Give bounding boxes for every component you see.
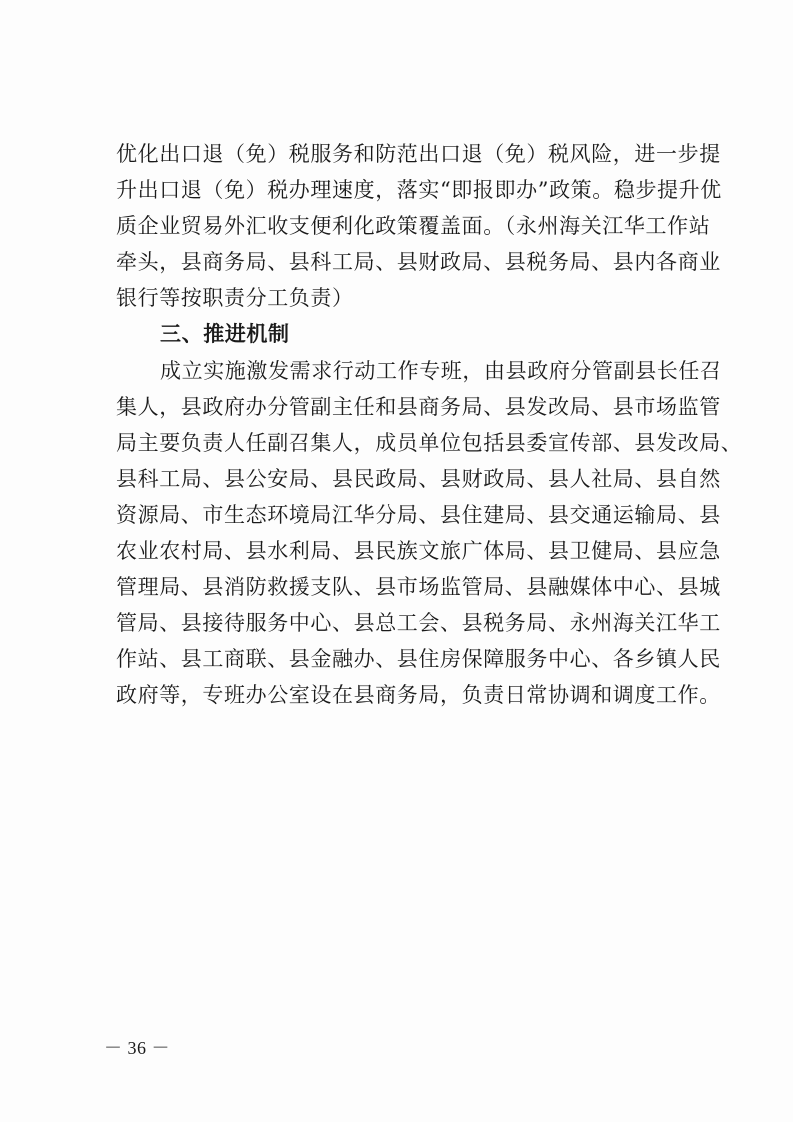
paragraph-line: 质企业贸易外汇收支便利化政策覆盖面。（永州海关江华工作站	[116, 214, 711, 238]
paragraph-line: 成立实施激发需求行动工作专班，由县政府分管副县长任召	[160, 359, 722, 383]
paragraph-line: 优化出口退（免）税服务和防范出口退（免）税风险，进一步提	[116, 142, 721, 166]
paragraph-line: 县科工局、县公安局、县民政局、县财政局、县人社局、县自然	[116, 467, 721, 491]
paragraph-line: 作站、县工商联、县金融办、县住房保障服务中心、各乡镇人民	[116, 647, 721, 671]
paragraph-line: 农业农村局、县水利局、县民族文旅广体局、县卫健局、县应急	[116, 539, 721, 563]
paragraph-line: 银行等按职责分工负责）	[116, 286, 354, 310]
paragraph-line: 集人，县政府办分管副主任和县商务局、县发改局、县市场监管	[116, 395, 721, 419]
paragraph-line: 局主要负责人任副召集人，成员单位包括县委宣传部、县发改局、	[116, 431, 743, 455]
section-heading: 三、推进机制	[160, 322, 290, 346]
paragraph-line: 管局、县接待服务中心、县总工会、县税务局、永州海关江华工	[116, 611, 721, 635]
paragraph-line: 政府等，专班办公室设在县商务局，负责日常协调和调度工作。	[116, 683, 721, 707]
paragraph-line: 升出口退（免）税办理速度，落实“即报即办”政策。稳步提升优	[116, 178, 722, 202]
paragraph-line: 资源局、市生态环境局江华分局、县住建局、县交通运输局、县	[116, 503, 721, 527]
page-number: － 36 －	[104, 1038, 170, 1058]
paragraph-line: 管理局、县消防救援支队、县市场监管局、县融媒体中心、县城	[116, 575, 721, 599]
paragraph-line: 牵头，县商务局、县科工局、县财政局、县税务局、县内各商业	[116, 250, 721, 274]
